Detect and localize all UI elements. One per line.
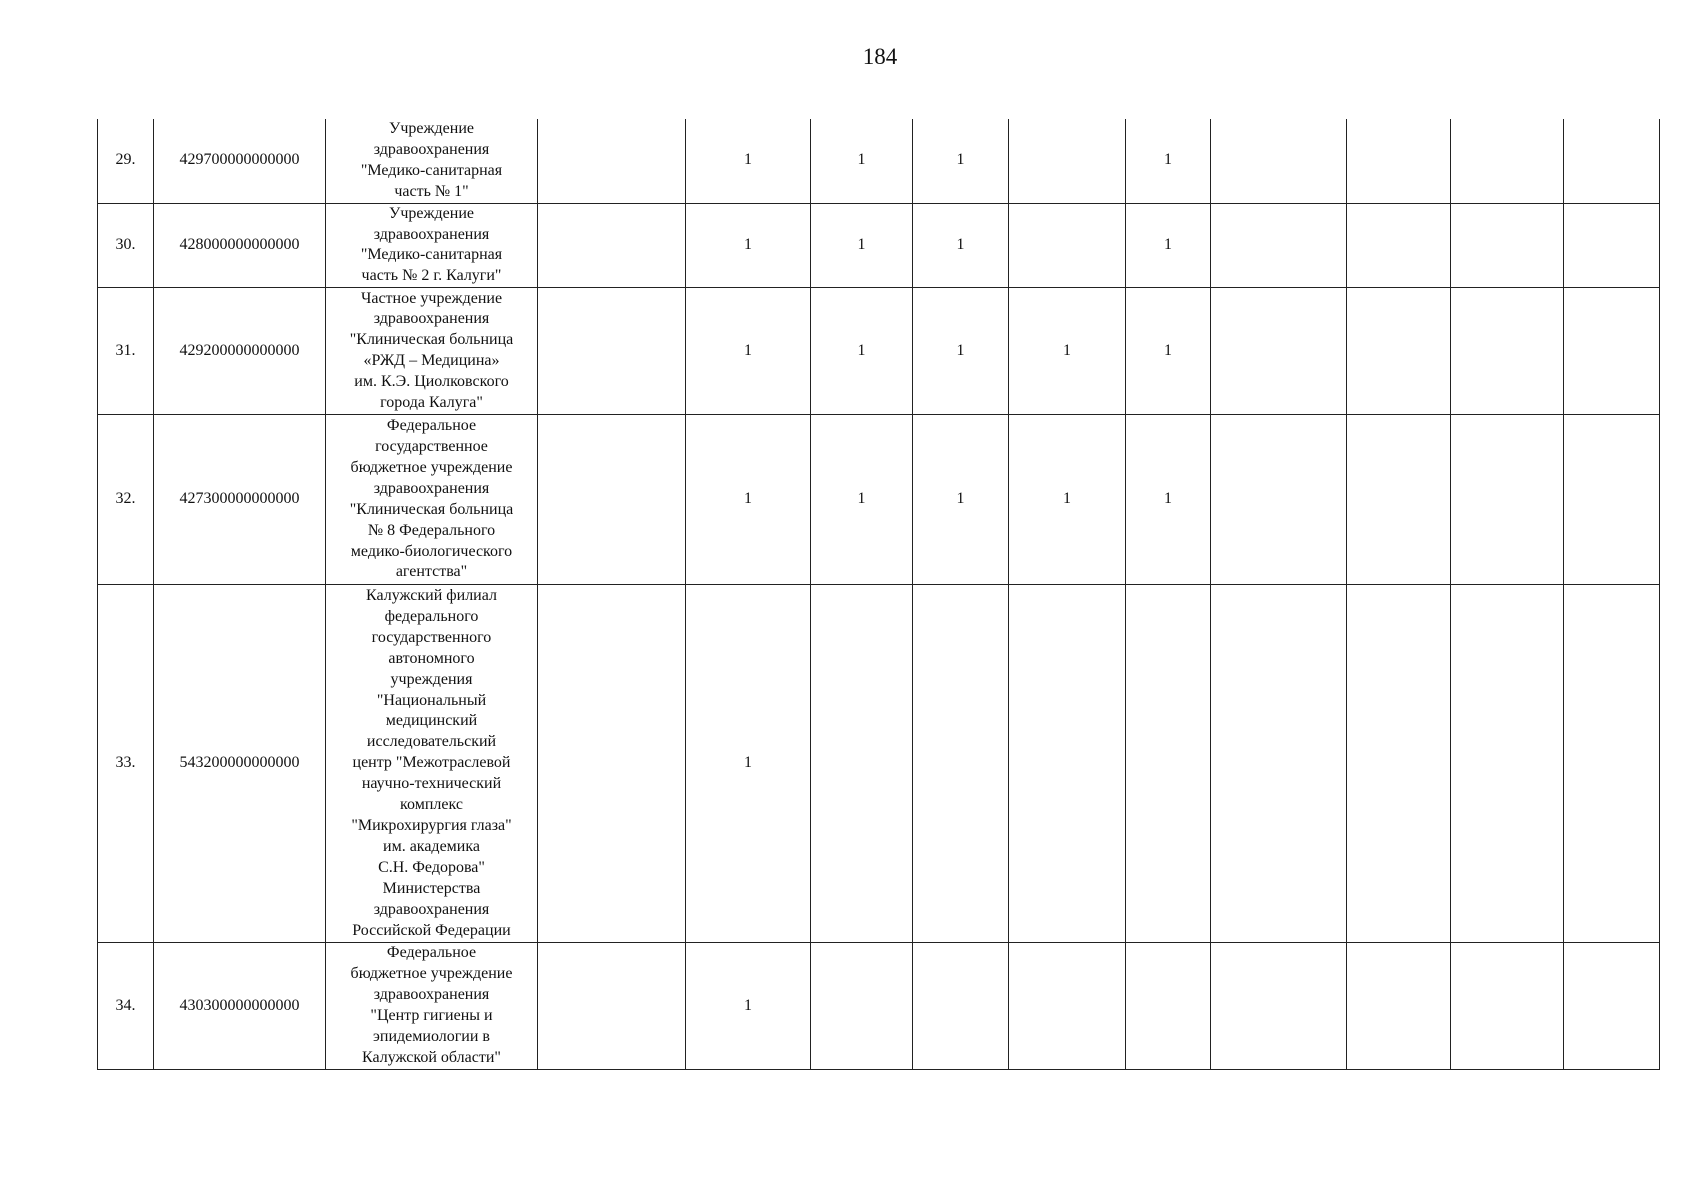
indicator-cell xyxy=(538,415,686,585)
oktmo-code: 429700000000000 xyxy=(154,119,326,203)
table-row xyxy=(98,415,1660,585)
organization-name xyxy=(326,203,538,288)
organization-name-line: бюджетное учреждение xyxy=(350,458,513,476)
organization-name-line: агентства" xyxy=(395,563,468,581)
organization-name-line: здравоохранения xyxy=(373,140,490,158)
organization-name-line: "Центр гигиены и xyxy=(370,1006,493,1024)
organization-name-line: здравоохранения xyxy=(373,986,490,1004)
indicator-cell: 1 xyxy=(811,415,913,585)
indicator-cell xyxy=(1347,119,1451,203)
indicator-cell xyxy=(1211,415,1347,585)
organization-name-line: здравоохранения xyxy=(373,225,490,243)
indicator-cell xyxy=(1126,943,1211,1069)
oktmo-code: 428000000000000 xyxy=(154,203,326,288)
indicator-cell: 1 xyxy=(1126,203,1211,288)
organization-name-line: учреждения xyxy=(390,670,473,688)
indicator-cell: 1 xyxy=(913,203,1009,288)
indicator-cell xyxy=(913,585,1009,943)
indicator-cell: 1 xyxy=(811,119,913,203)
indicator-cell: 1 xyxy=(686,288,811,415)
indicator-cell xyxy=(1211,585,1347,943)
indicator-cell xyxy=(1347,415,1451,585)
organization-name-line: Федеральное xyxy=(386,944,477,962)
organization-name-line: часть № 2 г. Калуги" xyxy=(361,267,502,285)
table-row xyxy=(98,288,1660,415)
table-row xyxy=(98,585,1660,943)
indicator-cell xyxy=(1009,585,1126,943)
table-row xyxy=(98,119,1660,203)
organization-name xyxy=(326,288,538,415)
organization-name-line: научно-технический xyxy=(361,775,502,793)
indicator-cell: 1 xyxy=(913,415,1009,585)
row-number: 30. xyxy=(98,203,154,288)
indicator-cell xyxy=(1451,288,1564,415)
organization-name-line: С.Н. Федорова" xyxy=(378,858,485,876)
indicator-cell xyxy=(1347,585,1451,943)
oktmo-code: 430300000000000 xyxy=(154,943,326,1069)
indicator-cell xyxy=(1564,415,1660,585)
organization-name-line: им. К.Э. Циолковского xyxy=(354,373,509,391)
indicator-cell: 1 xyxy=(686,585,811,943)
oktmo-code: 427300000000000 xyxy=(154,415,326,585)
organization-name-line: эпидемиологии в xyxy=(373,1027,490,1045)
organization-name-line: Российской Федерации xyxy=(352,921,511,939)
indicator-cell: 1 xyxy=(1009,288,1126,415)
indicator-cell xyxy=(1564,203,1660,288)
organization-name-line: "Медико-санитарная xyxy=(360,246,503,264)
indicator-cell: 1 xyxy=(1126,415,1211,585)
table-row xyxy=(98,203,1660,288)
row-number: 34. xyxy=(98,943,154,1069)
organization-name-line: центр "Межотраслевой xyxy=(352,754,511,772)
organization-name-line: Учреждение xyxy=(389,204,474,222)
indicator-cell: 1 xyxy=(811,203,913,288)
indicator-cell xyxy=(1347,203,1451,288)
row-number: 33. xyxy=(98,585,154,943)
indicator-cell xyxy=(1564,288,1660,415)
organization-name-line: комплекс xyxy=(400,796,463,814)
indicator-cell: 1 xyxy=(913,119,1009,203)
indicator-cell xyxy=(538,943,686,1069)
indicator-cell xyxy=(1451,119,1564,203)
indicator-cell xyxy=(811,585,913,943)
row-number: 32. xyxy=(98,415,154,585)
organization-name-line: "Клиническая больница xyxy=(349,500,514,518)
organization-name-line: здравоохранения xyxy=(373,900,490,918)
organization-name-line: здравоохранения xyxy=(373,310,490,328)
organization-name-line: здравоохранения xyxy=(373,479,490,497)
organization-name xyxy=(326,943,538,1069)
indicator-cell: 1 xyxy=(686,119,811,203)
organization-name-line: "Микрохирургия глаза" xyxy=(351,817,512,835)
indicator-cell: 1 xyxy=(1126,119,1211,203)
organization-name-line: медицинский xyxy=(385,712,478,730)
indicator-cell xyxy=(1347,288,1451,415)
indicator-cell xyxy=(1451,203,1564,288)
row-number: 29. xyxy=(98,119,154,203)
indicator-cell xyxy=(1009,119,1126,203)
organization-name-line: часть № 1" xyxy=(394,182,469,200)
organization-name-line: Федеральное xyxy=(386,417,477,435)
indicator-cell xyxy=(1564,119,1660,203)
indicator-cell xyxy=(1211,288,1347,415)
organization-name-line: им. академика xyxy=(383,837,480,855)
organization-name-line: Калужский филиал xyxy=(366,587,497,605)
indicator-cell xyxy=(1211,119,1347,203)
indicator-cell: 1 xyxy=(686,203,811,288)
organization-name-line: государственного xyxy=(371,628,492,646)
organization-name xyxy=(326,119,538,203)
indicator-cell xyxy=(1564,943,1660,1069)
oktmo-code: 543200000000000 xyxy=(154,585,326,943)
organization-name-line: "Медико-санитарная xyxy=(360,161,503,179)
table-row xyxy=(98,943,1660,1069)
organization-name-line: Частное учреждение xyxy=(360,289,503,307)
organization-name xyxy=(326,415,538,585)
organization-name-line: медико-биологического xyxy=(350,542,513,560)
indicator-cell xyxy=(1211,943,1347,1069)
indicator-cell xyxy=(1126,585,1211,943)
row-number: 31. xyxy=(98,288,154,415)
indicator-cell xyxy=(538,585,686,943)
organization-name-line: "Клиническая больница xyxy=(349,331,514,349)
organization-name-line: «РЖД – Медицина» xyxy=(363,352,500,370)
organization-name-line: Калужской области" xyxy=(362,1048,501,1066)
oktmo-code: 429200000000000 xyxy=(154,288,326,415)
indicator-cell xyxy=(1451,585,1564,943)
organization-name-line: Учреждение xyxy=(389,120,474,137)
indicator-cell xyxy=(1347,943,1451,1069)
indicator-cell xyxy=(538,203,686,288)
indicator-cell xyxy=(1564,585,1660,943)
page-number: 184 xyxy=(862,44,898,69)
registry-table xyxy=(97,119,1660,1070)
indicator-cell xyxy=(1211,203,1347,288)
indicator-cell: 1 xyxy=(686,943,811,1069)
organization-name-line: города Калуга" xyxy=(380,394,483,412)
organization-name xyxy=(326,585,538,943)
organization-name-line: бюджетное учреждение xyxy=(350,965,513,983)
organization-name-line: автономного xyxy=(388,649,475,667)
indicator-cell xyxy=(1009,943,1126,1069)
organization-name-line: исследовательский xyxy=(366,733,497,751)
indicator-cell xyxy=(913,943,1009,1069)
indicator-cell xyxy=(811,943,913,1069)
organization-name-line: "Национальный xyxy=(376,691,487,709)
indicator-cell xyxy=(1451,943,1564,1069)
indicator-cell xyxy=(1009,203,1126,288)
indicator-cell: 1 xyxy=(1126,288,1211,415)
indicator-cell xyxy=(538,288,686,415)
indicator-cell xyxy=(1451,415,1564,585)
indicator-cell: 1 xyxy=(913,288,1009,415)
organization-name-line: федерального xyxy=(384,607,479,625)
organization-name-line: № 8 Федерального xyxy=(367,521,496,539)
indicator-cell: 1 xyxy=(1009,415,1126,585)
indicator-cell xyxy=(538,119,686,203)
organization-name-line: государственное xyxy=(375,438,488,456)
organization-name-line: Министерства xyxy=(382,879,481,897)
indicator-cell: 1 xyxy=(686,415,811,585)
indicator-cell: 1 xyxy=(811,288,913,415)
